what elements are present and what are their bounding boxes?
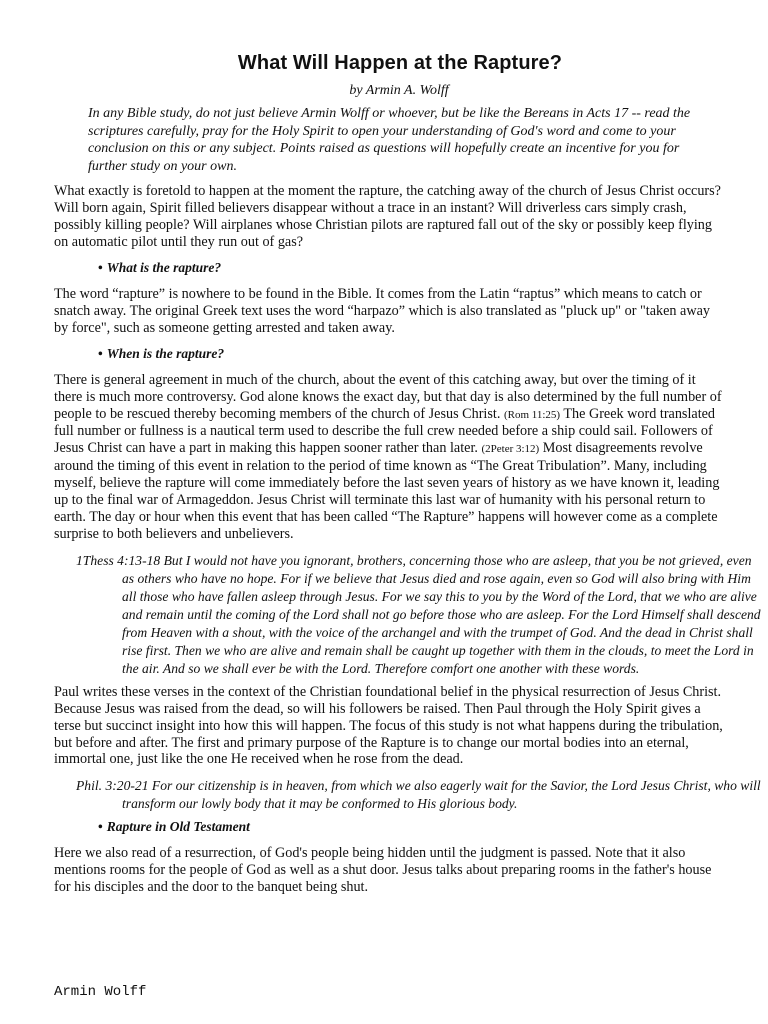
scripture-reference: (2Peter 3:12) <box>481 443 540 456</box>
paragraph-old-testament: Here we also read of a resurrection, of God's people being hidden until the judgment is passed. Note that it also mentions rooms for the people of God as well as a shut door. Jesus talks about preparing rooms in the father's house for his disciples and the door to the banquet being shut. <box>54 845 712 896</box>
paragraph-paul-context: Paul writes these verses in the context of the Christian foundational belief in the physical resurrection of Jesus Christ. Because Jesus was raised from the dead, so will his followers be raised. Then Paul through the Holy Spirit gives a terse but succinct insight into how this will happen. The focus of this study is not what happens during the tribulation, but before and after. The first and primary purpose of the Rapture is to change our mortal bodies into an eternal, immortal one, just like the one He received when he rose from the dead. <box>54 683 723 768</box>
document-title: What Will Happen at the Rapture? <box>237 52 563 74</box>
paragraph-intro-questions: What exactly is foretold to happen at the moment the rapture, the catching away of the church of Jesus Christ occurs? Will born again, Spirit filled believers disappear without a trace in an instant? Will driverless cars simply crash, possibly killing people? Will airplanes whose Christian pilots are raptured fall out of the sky or possibly keep flying on automatic pilot until they run out of gas? <box>54 183 721 251</box>
section-heading-when-is-rapture <box>98 346 724 362</box>
paragraph-timing <box>54 372 724 543</box>
bullet-icon: • <box>98 260 103 275</box>
paragraph-text: Most disagreements revolve around the timing of this event in relation to the period of time known as “The Great Tribulation”. Many, including myself, believe the rapture will come immediately before the last seven years of history as we have known it, leading up to the final war of Armageddon. Jesus Christ will terminate this last war of humanity with his personal return to earth. The day or hour when this event that has been called “The Rapture” happens will however come as a complete surprise to both believers and unbelievers. <box>54 440 720 542</box>
scripture-quote-1thess: 1Thess 4:13-18 But I would not have you ignorant, brothers, concerning those who are asleep, that you be not grieved, even as others who have no hope. For if we believe that Jesus died and rose again, even so God will also bring with Him all those who have fallen asleep through Jesus. For we say this to you by the Word of the Lord, that we who are alive and remain until the coming of the Lord shall not go before those who are asleep. For the Lord Himself shall descend from Heaven with a shout, with the voice of the archangel and with the trumpet of God. And the dead in Christ shall rise first. Then we who are alive and remain shall be caught up together with them in the clouds, to meet the Lord in the air. And so we shall ever be with the Lord. Therefore comfort one another with these words. <box>76 552 761 676</box>
scripture-quote-phil: Phil. 3:20-21 For our citizenship is in heaven, from which we also eagerly wait for the Savior, the Lord Jesus Christ, who will transform our lowly body that it may be conformed to His glorious body. <box>76 778 761 812</box>
intro-note: In any Bible study, do not just believe Armin Wolff or whoever, but be like the Bereans in Acts 17 -- read the scriptures carefully, pray for the Holy Spirit to open your understanding of God's word and come to your conclusion on this or any subject. Points raised as questions will hopefully create an incentive for you for further study on your own. <box>88 106 691 174</box>
section-heading-what-is-rapture <box>98 260 724 276</box>
paragraph-text: There is general agreement in much of the church, about the event of this catching away, but over the timing of it there is much more controversy. God alone knows the exact day, but that day is also determined by the full number of people to be rescued thereby becoming members of the church of Jesus Christ. <box>54 371 722 422</box>
heading-text: What is the rapture? <box>106 260 222 275</box>
paragraph-text: The Greek word translated full number or fullness is a nautical term used to describe the full crew needed before a ship could sail. Followers of Jesus Christ can have a part in making this happen sooner rather than later. <box>54 405 716 457</box>
author-line: by Armin A. Wolff <box>349 83 449 98</box>
heading-text: Rapture in Old Testament <box>106 819 250 835</box>
page-footer-author: Armin Wolff <box>54 984 147 1000</box>
heading-text: When is the rapture? <box>106 345 225 361</box>
section-heading-old-testament <box>98 819 724 835</box>
document-page <box>54 52 761 905</box>
bullet-icon: • <box>98 345 103 361</box>
scripture-reference: (Rom 11:25) <box>503 408 561 421</box>
paragraph-word-rapture: The word “rapture” is nowhere to be found in the Bible. It comes from the Latin “raptus” which means to catch or snatch away. The original Greek text uses the word “harpazo” which is also translated as "pluck up" or "taken away by force", such as someone getting arrested and taken away. <box>54 286 710 336</box>
bullet-icon: • <box>98 819 103 835</box>
